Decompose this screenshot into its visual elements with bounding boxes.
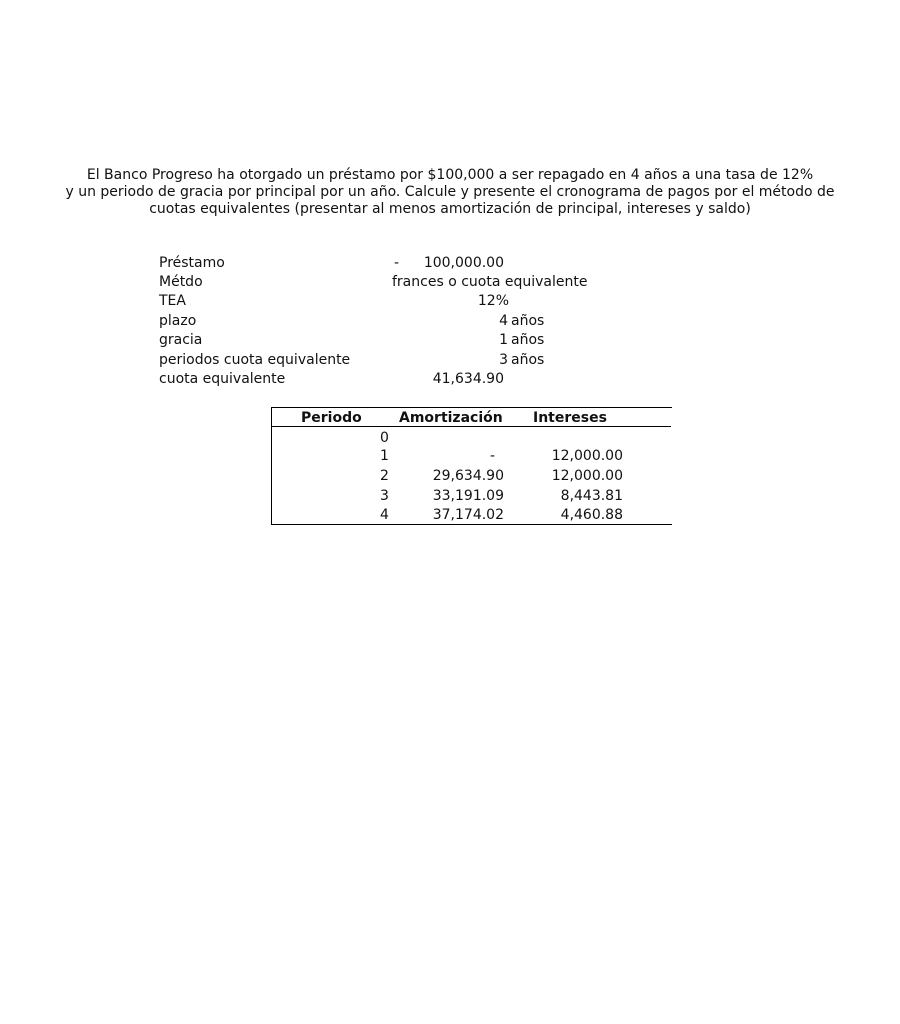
schedule-intereses-4: 4,460.88 <box>560 507 623 523</box>
param-label-periodos: periodos cuota equivalente <box>159 352 351 368</box>
schedule-header-amortizacion: Amortización <box>399 410 503 426</box>
param-unit-plazo: años <box>511 313 545 329</box>
schedule-amortizacion-3: 33,191.09 <box>432 488 504 504</box>
schedule-periodo-3: 3 <box>380 488 389 504</box>
param-value-prestamo: 100,000.00 <box>423 255 504 271</box>
param-value-tea: 12% <box>477 293 509 309</box>
schedule-periodo-2: 2 <box>380 468 389 484</box>
param-unit-gracia: años <box>511 332 545 348</box>
param-value-cuota: 41,634.90 <box>432 371 504 387</box>
schedule-amortizacion-1: - <box>489 448 495 464</box>
schedule-periodo-4: 4 <box>380 507 389 523</box>
param-value-gracia: 1 <box>499 332 508 348</box>
schedule-header-intereses: Intereses <box>533 410 607 426</box>
schedule-amortizacion-2: 29,634.90 <box>432 468 504 484</box>
param-value-metodo: frances o cuota equivalente <box>392 274 588 290</box>
problem-statement-line-1: El Banco Progreso ha otorgado un préstamo por $100,000 a ser repagado en 4 años a una tasa de 12% <box>86 167 814 183</box>
param-label-prestamo: Préstamo <box>159 255 225 271</box>
problem-statement-line-2: y un periodo de gracia por principal por un año. Calcule y presente el cronograma de pagos por el método de <box>65 184 835 200</box>
schedule-intereses-1: 12,000.00 <box>551 448 623 464</box>
param-label-gracia: gracia <box>159 332 203 348</box>
param-value-periodos: 3 <box>499 352 508 368</box>
param-label-cuota: cuota equivalente <box>159 371 286 387</box>
param-label-tea: TEA <box>159 293 186 309</box>
param-value-plazo: 4 <box>499 313 508 329</box>
schedule-periodo-1: 1 <box>380 448 389 464</box>
schedule-intereses-2: 12,000.00 <box>551 468 623 484</box>
param-unit-periodos: años <box>511 352 545 368</box>
param-prefix-prestamo: - <box>394 255 400 271</box>
schedule-intereses-3: 8,443.81 <box>560 488 623 504</box>
schedule-header-periodo: Periodo <box>301 410 362 426</box>
schedule-periodo-0: 0 <box>380 430 389 446</box>
param-label-metodo: Métdo <box>159 274 203 290</box>
param-label-plazo: plazo <box>159 313 197 329</box>
problem-statement-line-3: cuotas equivalentes (presentar al menos amortización de principal, intereses y saldo) <box>149 201 751 217</box>
schedule-amortizacion-4: 37,174.02 <box>432 507 504 523</box>
